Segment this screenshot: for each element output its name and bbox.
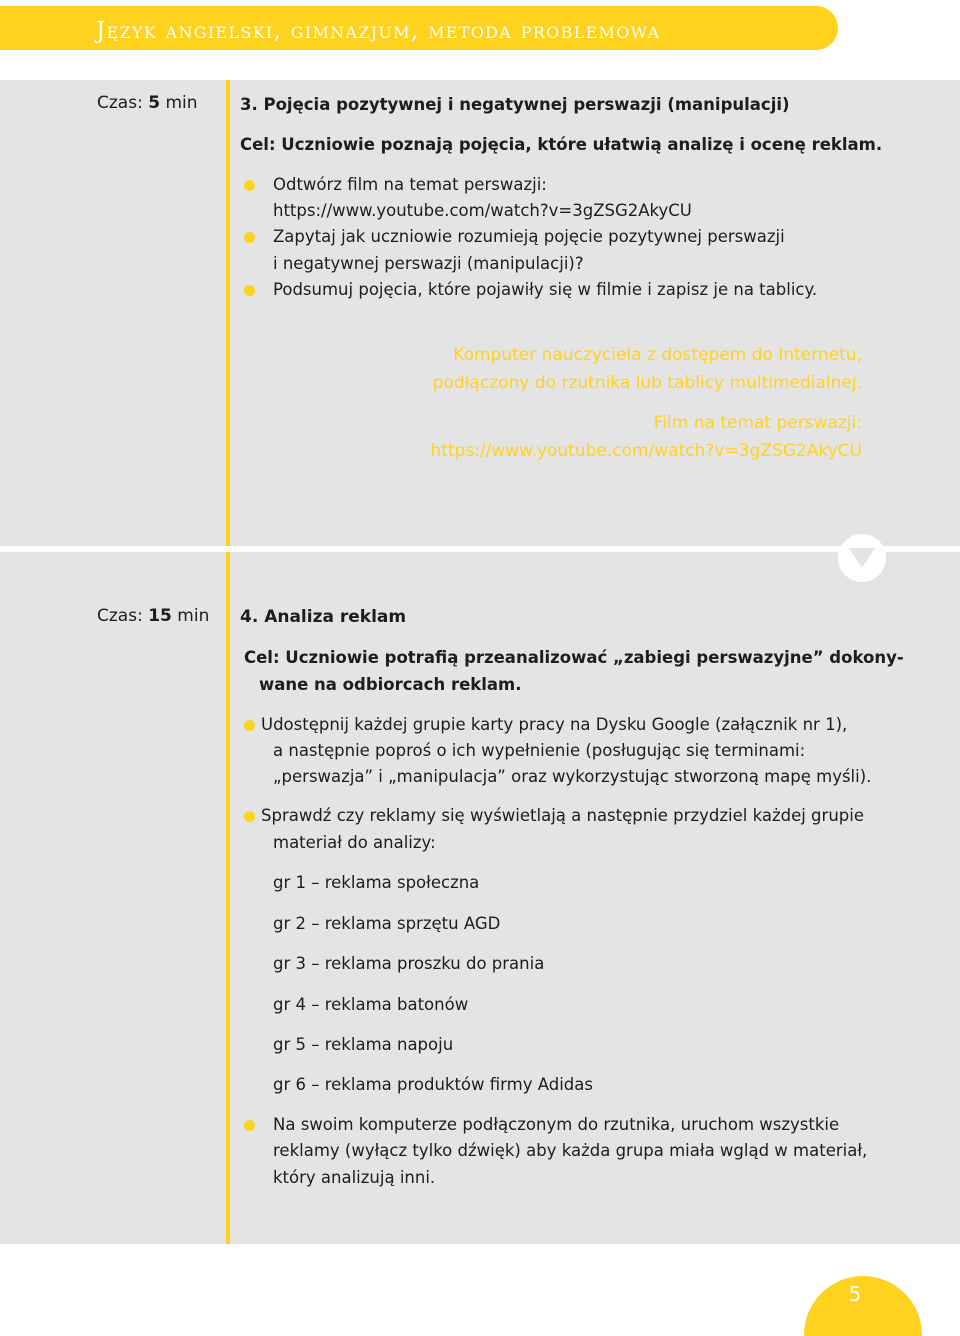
list-item: Zapytaj jak uczniowie rozumieją pojęcie pozytywnej perswazji — [273, 227, 785, 246]
section-separator — [0, 546, 922, 552]
resource-link[interactable]: https://www.youtube.com/watch?v=3gZSG2AkyCU — [430, 441, 862, 461]
group-item: gr 4 – reklama batonów — [273, 995, 469, 1014]
list-item: Na swoim komputerze podłączonym do rzutnika, uruchom wszystkie — [273, 1115, 840, 1134]
section-4-goal: wane na odbiorcach reklam. — [259, 675, 522, 694]
resource-text: podłączony do rzutnika lub tablicy multimedialnej. — [432, 373, 862, 393]
section-3-time: Czas: 5 min — [97, 93, 198, 113]
section-4-goal: Cel: Uczniowie potrafią przeanalizować „zabiegi perswazyjne” dokony- — [244, 648, 904, 667]
list-item: „perswazja” i „manipulacja” oraz wykorzystując stworzoną mapę myśli). — [273, 767, 872, 786]
bullet-icon — [244, 720, 255, 731]
section-3-goal: Cel: Uczniowie poznają pojęcia, które ułatwią analizę i ocenę reklam. — [240, 135, 883, 154]
group-item: gr 1 – reklama społeczna — [273, 873, 480, 892]
group-item: gr 3 – reklama proszku do prania — [273, 954, 545, 973]
section-3-title: 3. Pojęcia pozytywnej i negatywnej perswazji (manipulacji) — [240, 95, 790, 114]
section-3-rule — [226, 80, 230, 546]
bullet-icon — [244, 811, 255, 822]
group-item: gr 2 – reklama sprzętu AGD — [273, 914, 501, 933]
bullet-icon — [244, 1120, 255, 1131]
list-item: reklamy (wyłącz tylko dźwięk) aby każda grupa miała wgląd w materiał, — [273, 1141, 868, 1160]
list-item: Odtwórz film na temat perswazji: — [273, 175, 547, 194]
list-item: Podsumuj pojęcia, które pojawiły się w filmie i zapisz je na tablicy. — [273, 280, 818, 299]
section-4-rule — [226, 552, 230, 1244]
bullet-icon — [244, 285, 255, 296]
section-4-title: 4. Analiza reklam — [240, 607, 407, 627]
list-item: i negatywnej perswazji (manipulacji)? — [273, 254, 584, 273]
resource-text: Komputer nauczyciela z dostępem do Internetu, — [453, 345, 862, 365]
group-item: gr 6 – reklama produktów firmy Adidas — [273, 1075, 593, 1094]
list-item: materiał do analizy: — [273, 833, 436, 852]
page-number-tab — [804, 1276, 922, 1336]
bullet-icon — [244, 232, 255, 243]
youtube-link[interactable]: https://www.youtube.com/watch?v=3gZSG2AkyCU — [273, 201, 692, 220]
bullet-icon — [244, 180, 255, 191]
header-title: Język angielski, gimnazjum, metoda problemowa — [96, 18, 661, 44]
list-item: Sprawdź czy reklamy się wyświetlają a następnie przydziel każdej grupie — [261, 806, 864, 825]
list-item: który analizują inni. — [273, 1168, 436, 1187]
section-4-time: Czas: 15 min — [97, 606, 210, 626]
list-item: Udostępnij każdej grupie karty pracy na Dysku Google (załącznik nr 1), — [261, 715, 848, 734]
list-item: a następnie poproś o ich wypełnienie (posługując się terminami: — [273, 741, 806, 760]
checkmark-icon — [838, 534, 886, 582]
header-bar — [0, 6, 838, 50]
resource-text: Film na temat perswazji: — [653, 413, 862, 433]
group-item: gr 5 – reklama napoju — [273, 1035, 454, 1054]
page-number: 5 — [848, 1282, 862, 1306]
